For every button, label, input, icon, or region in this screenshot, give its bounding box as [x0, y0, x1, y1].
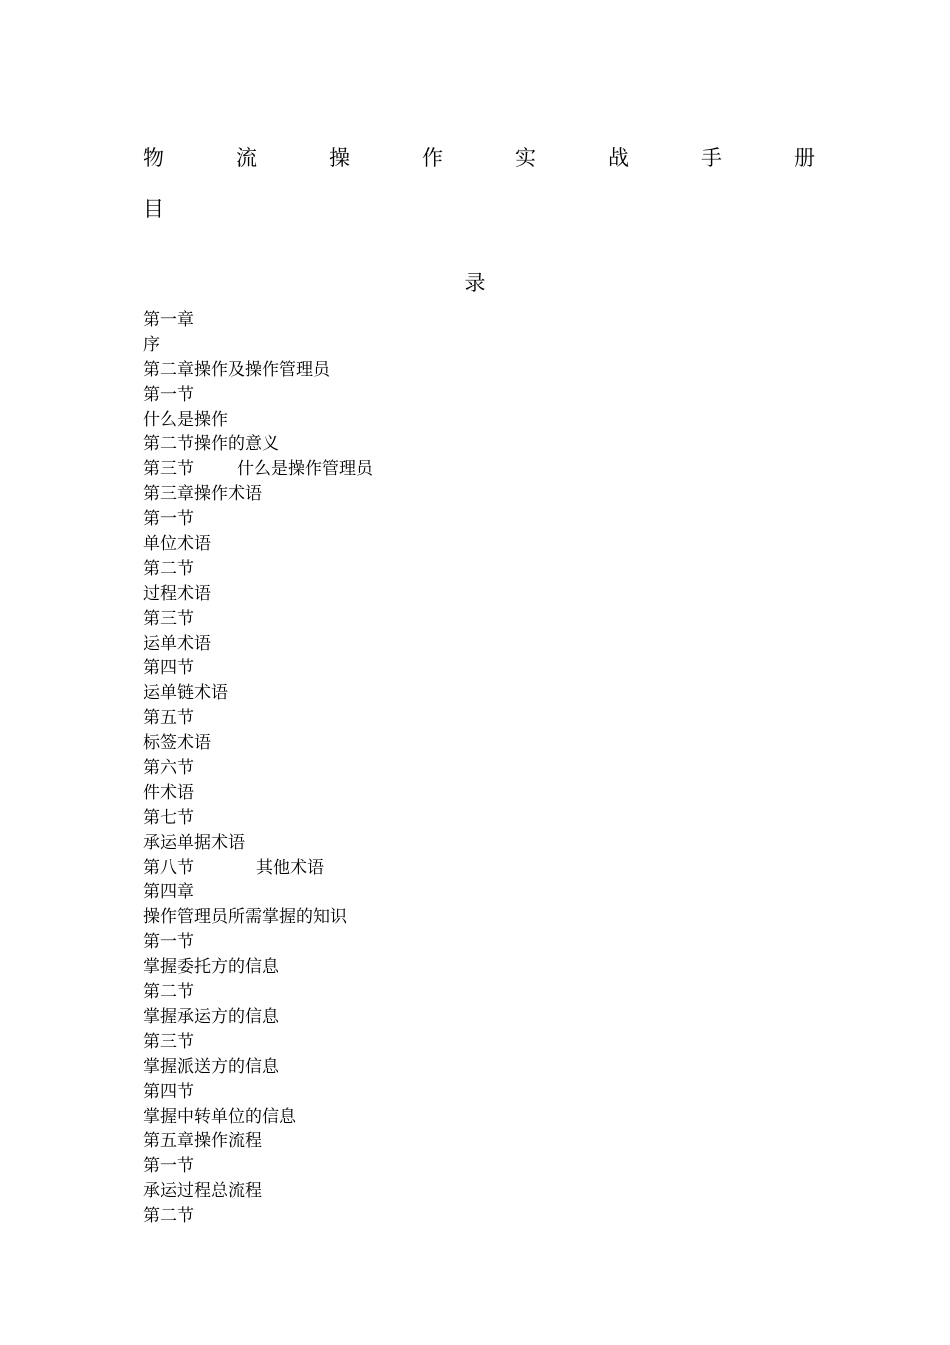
toc-entry: 第一节: [143, 1156, 194, 1177]
toc-entry: 什么是操作: [143, 409, 228, 430]
toc-entry: 第五节: [143, 708, 194, 729]
toc-entry: 标签术语: [143, 733, 211, 754]
toc-section-title: 其他术语: [256, 857, 324, 878]
toc-entry: 单位术语: [143, 534, 211, 555]
title-char: 册: [794, 146, 815, 170]
toc-entry: 第五章操作流程: [143, 1131, 262, 1152]
toc-entry: 第四章: [143, 882, 194, 903]
toc-entry: 第三章操作术语: [143, 484, 262, 505]
title-char: 操: [329, 146, 350, 170]
toc-section-title: 什么是操作管理员: [237, 459, 373, 480]
toc-entry: 第二节: [143, 1206, 194, 1227]
toc-entry: 第六节: [143, 758, 194, 779]
toc-entry: 第四节: [143, 658, 194, 679]
toc-entry: 运单链术语: [143, 683, 228, 704]
toc-section-number: 第三节: [143, 459, 194, 480]
toc-entry: 掌握派送方的信息: [143, 1056, 279, 1077]
toc-entry: 件术语: [143, 782, 194, 803]
toc-entry: 掌握中转单位的信息: [143, 1106, 296, 1127]
title-char: 手: [701, 146, 722, 170]
title-char: 物: [143, 146, 164, 170]
toc-entry: 第二节: [143, 558, 194, 579]
toc-entry: 第一节: [143, 509, 194, 530]
toc-entry: 第七节: [143, 807, 194, 828]
toc-entry: [143, 856, 373, 881]
toc-entry: 第三节: [143, 1031, 194, 1052]
toc-entry: 第一章: [143, 310, 194, 330]
toc-entry: 承运单据术语: [143, 832, 245, 853]
toc-entry: 第一节: [143, 932, 194, 953]
document-title: [143, 145, 815, 171]
toc-entry: 运单术语: [143, 633, 211, 654]
toc-entry: 第二章操作及操作管理员: [143, 359, 330, 380]
toc-entry: 第二节: [143, 982, 194, 1003]
toc-entry: 第一节: [143, 384, 194, 405]
table-of-contents: [143, 308, 373, 1229]
title-char: 作: [422, 146, 443, 170]
toc-entry: 第四节: [143, 1081, 194, 1102]
toc-heading-part1: 目: [143, 197, 164, 221]
toc-entry: 掌握承运方的信息: [143, 1006, 279, 1027]
toc-section-number: 第八节: [143, 857, 194, 878]
title-char: 实: [515, 146, 536, 170]
toc-entry: 第二节操作的意义: [143, 434, 279, 455]
title-char: 战: [608, 146, 629, 170]
toc-heading-part2: 录: [464, 271, 486, 295]
toc-entry: 操作管理员所需掌握的知识: [143, 907, 347, 928]
toc-entry: 承运过程总流程: [143, 1181, 262, 1202]
toc-entry: 掌握委托方的信息: [143, 957, 279, 978]
toc-entry: 序: [143, 334, 160, 355]
title-char: 流: [236, 146, 257, 170]
toc-entry: [143, 457, 373, 482]
toc-entry: 过程术语: [143, 583, 211, 604]
toc-entry: 第三节: [143, 608, 194, 629]
